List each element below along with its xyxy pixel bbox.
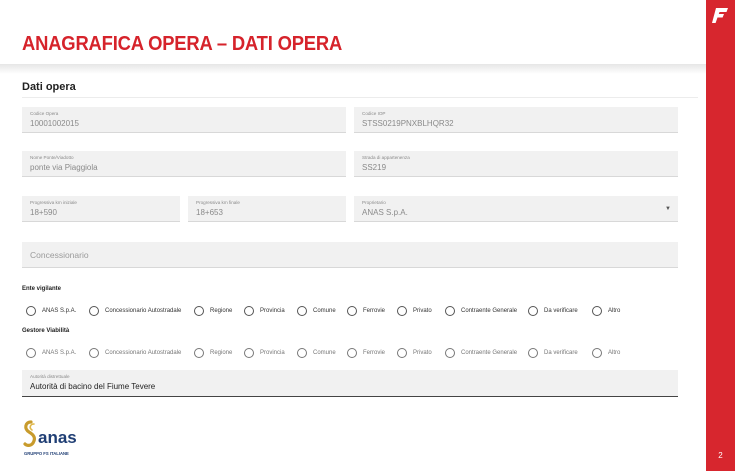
- page-number: 2: [718, 451, 723, 460]
- strada-field[interactable]: [354, 151, 678, 177]
- radio-ente-privato[interactable]: Privato: [397, 304, 432, 318]
- radio-gestore-anas[interactable]: ANAS S.p.A.: [26, 346, 76, 360]
- codice-iop-field[interactable]: [354, 107, 678, 133]
- strada-value: SS219: [362, 163, 387, 172]
- radio-unchecked-icon: [445, 348, 455, 358]
- radio-unchecked-icon: [26, 306, 36, 316]
- radio-gestore-privato[interactable]: Privato: [397, 346, 432, 360]
- radio-unchecked-icon: [244, 306, 254, 316]
- proprietario-value: ANAS S.p.A.: [362, 208, 408, 217]
- radio-ente-anas[interactable]: ANAS S.p.A.: [26, 304, 76, 318]
- radio-unchecked-icon: [89, 306, 99, 316]
- radio-ente-provincia[interactable]: Provincia: [244, 304, 285, 318]
- concessionario-placeholder: Concessionario: [30, 250, 89, 260]
- radio-ente-ferrovie[interactable]: Ferrovie: [347, 304, 385, 318]
- progressiva-iniziale-label: Progressiva km iniziale: [30, 200, 77, 205]
- radio-gestore-comune[interactable]: Comune: [297, 346, 336, 360]
- radio-unchecked-icon: [194, 306, 204, 316]
- nome-ponte-field[interactable]: [22, 151, 346, 177]
- progressiva-finale-field[interactable]: [188, 196, 346, 222]
- radio-ente-altro[interactable]: Altro: [592, 304, 620, 318]
- radio-ente-da-verificare[interactable]: Da verificare: [528, 304, 578, 318]
- ente-vigilante-label: Ente vigilante: [22, 286, 62, 292]
- codice-iop-label: Codice IOP: [362, 111, 386, 116]
- concessionario-field[interactable]: [22, 242, 678, 268]
- radio-gestore-regione[interactable]: Regione: [194, 346, 232, 360]
- radio-unchecked-icon: [347, 306, 357, 316]
- proprietario-select[interactable]: [354, 196, 678, 222]
- autorita-distrettuale-label: Autorità distrettuale: [30, 374, 70, 379]
- progressiva-finale-value: 18+653: [196, 208, 223, 217]
- codice-opera-field[interactable]: [22, 107, 346, 133]
- radio-unchecked-icon: [445, 306, 455, 316]
- nome-ponte-label: Nome Ponte/Viadotto: [30, 155, 74, 160]
- dropdown-caret-icon[interactable]: ▼: [665, 206, 671, 212]
- anas-brand-name: anas: [38, 428, 77, 447]
- radio-unchecked-icon: [194, 348, 204, 358]
- anas-brand-subtitle: GRUPPO FS ITALIANE: [24, 451, 69, 456]
- radio-gestore-altro[interactable]: Altro: [592, 346, 620, 360]
- proprietario-label: Proprietario: [362, 200, 386, 205]
- radio-ente-comune[interactable]: Comune: [297, 304, 336, 318]
- radio-unchecked-icon: [26, 348, 36, 358]
- radio-unchecked-icon: [297, 306, 307, 316]
- codice-iop-value: STSS0219PNXBLHQR32: [362, 119, 454, 128]
- radio-ente-concessionario[interactable]: Concessionario Autostradale: [89, 304, 181, 318]
- progressiva-iniziale-value: 18+590: [30, 208, 57, 217]
- radio-unchecked-icon: [528, 348, 538, 358]
- gestore-viabilita-radio-group: [26, 346, 706, 360]
- radio-ente-contraente[interactable]: Contraente Generale: [445, 304, 517, 318]
- radio-unchecked-icon: [397, 306, 407, 316]
- section-divider: [22, 97, 698, 98]
- progressiva-iniziale-field[interactable]: [22, 196, 180, 222]
- radio-unchecked-icon: [397, 348, 407, 358]
- ente-vigilante-radio-group: [26, 304, 706, 318]
- brand-sidebar: [706, 0, 735, 471]
- radio-unchecked-icon: [347, 348, 357, 358]
- autorita-distrettuale-value: Autorità di bacino del Fiume Tevere: [30, 382, 156, 391]
- radio-gestore-da-verificare[interactable]: Da verificare: [528, 346, 578, 360]
- section-title: Dati opera: [22, 81, 76, 93]
- gestore-viabilita-label: Gestore Viabilità: [22, 328, 70, 334]
- radio-gestore-provincia[interactable]: Provincia: [244, 346, 285, 360]
- radio-unchecked-icon: [592, 348, 602, 358]
- radio-ente-regione[interactable]: Regione: [194, 304, 232, 318]
- autorita-distrettuale-field[interactable]: [22, 370, 678, 397]
- codice-opera-label: Codice Opera: [30, 111, 59, 116]
- radio-gestore-contraente[interactable]: Contraente Generale: [445, 346, 517, 360]
- radio-unchecked-icon: [244, 348, 254, 358]
- radio-unchecked-icon: [592, 306, 602, 316]
- radio-unchecked-icon: [528, 306, 538, 316]
- fs-logo-icon: [710, 4, 732, 26]
- radio-gestore-ferrovie[interactable]: Ferrovie: [347, 346, 385, 360]
- nome-ponte-value: ponte via Piaggiola: [30, 163, 98, 172]
- radio-unchecked-icon: [89, 348, 99, 358]
- progressiva-finale-label: Progressiva km finale: [196, 200, 240, 205]
- codice-opera-value: 10001002015: [30, 119, 79, 128]
- header-divider: [0, 64, 706, 74]
- strada-label: Strada di appartenenza: [362, 155, 410, 160]
- radio-unchecked-icon: [297, 348, 307, 358]
- radio-gestore-concessionario[interactable]: Concessionario Autostradale: [89, 346, 181, 360]
- page-title: ANAGRAFICA OPERA – DATI OPERA: [22, 33, 343, 55]
